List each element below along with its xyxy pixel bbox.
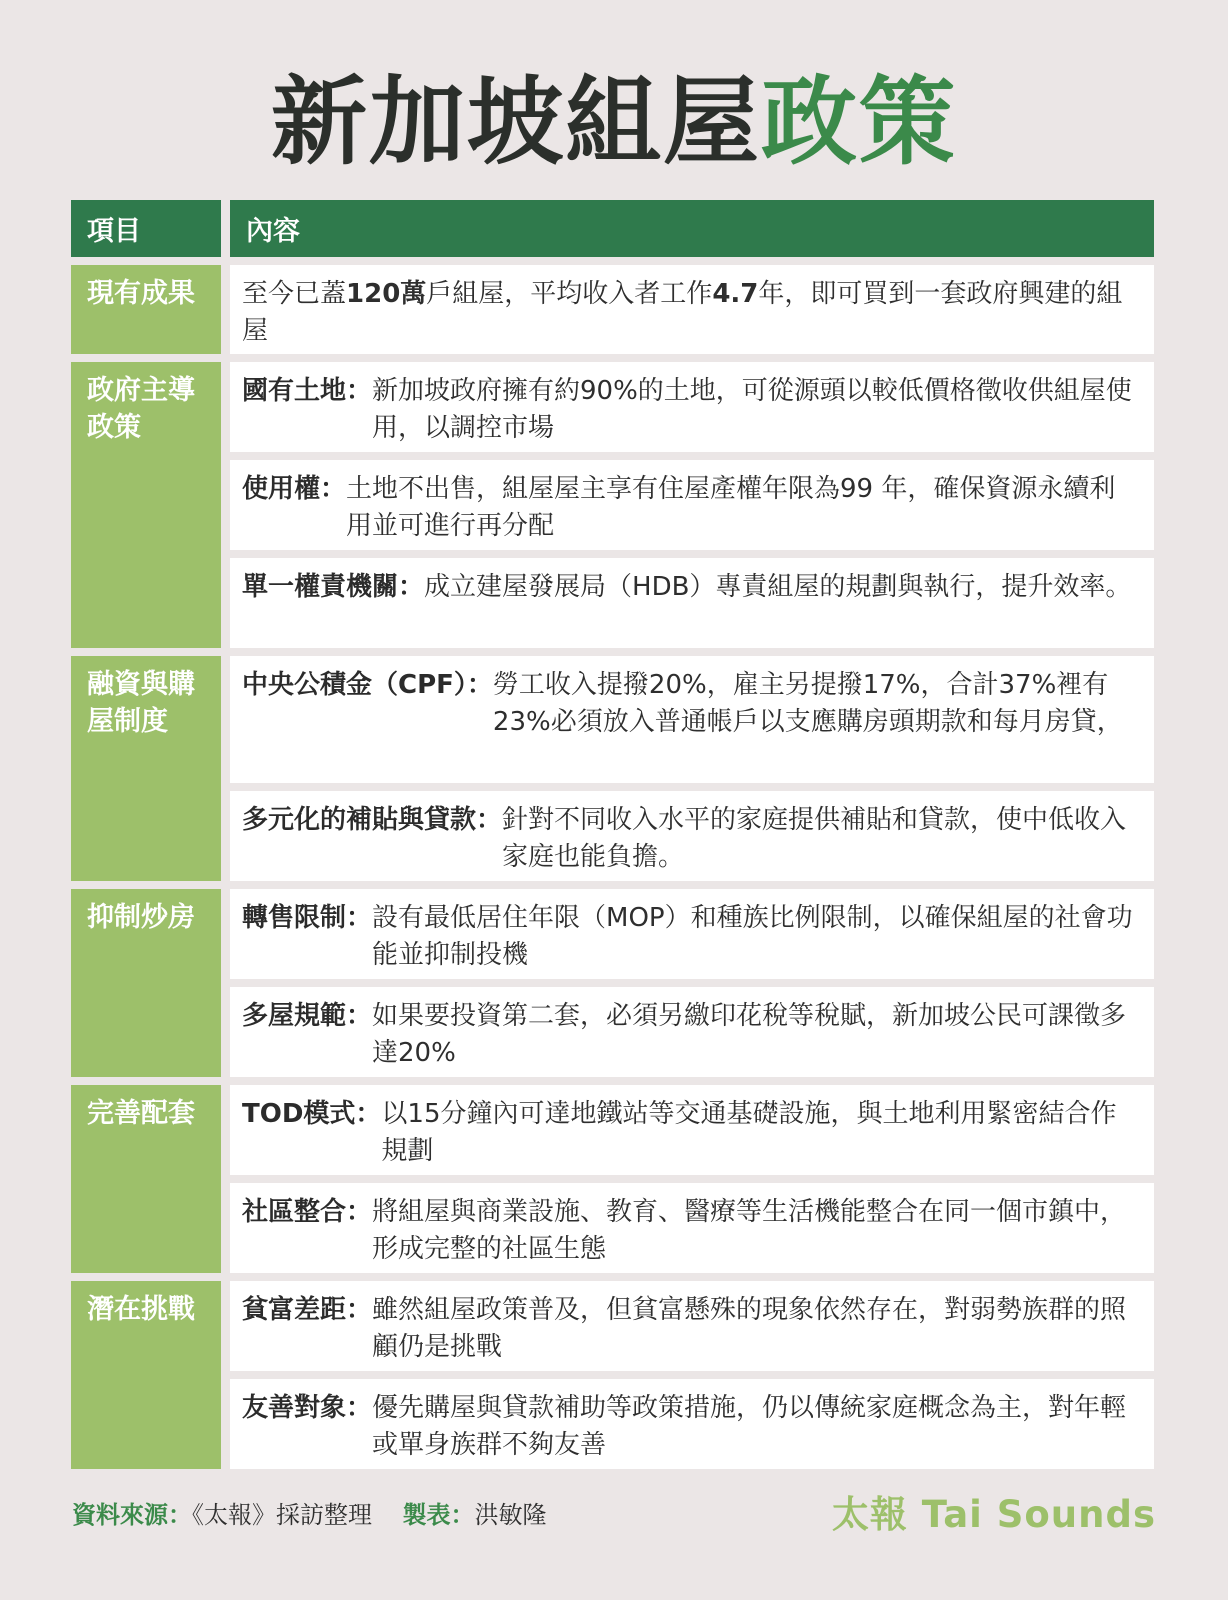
row-cpf [230, 656, 1154, 783]
category-amenities: 完善配套 [71, 1085, 221, 1273]
row-value: 土地不出售，組屋屋主享有住屋產權年限為99 年，確保資源永續利用並可進行再分配 [346, 474, 1116, 541]
row-key: 多元化的補貼與貸款： [242, 805, 503, 835]
title-main: 新加坡組屋 [271, 66, 761, 178]
page-title [0, 62, 1228, 182]
row-value: 優先購屋與貸款補助等政策措施，仍以傳統家庭概念為主，對年輕或單身族群不夠友善 [372, 1393, 1127, 1460]
row-key: 社區整合： [242, 1197, 373, 1227]
row-value: 針對不同收入水平的家庭提供補貼和貸款，使中低收入家庭也能負擔。 [502, 805, 1127, 872]
row-value: 設有最低居住年限（MOP）和種族比例限制，以確保組屋的社會功能並抑制投機 [372, 903, 1133, 970]
row-value: 勞工收入提撥20%，雇主另提撥17%，合計37%裡有23%必須放入普通帳戶以支應購房頭期款和每月房貸， [492, 670, 1123, 737]
row-value: 雖然組屋政策普及，但貧富懸殊的現象依然存在，對弱勢族群的照顧仍是挑戰 [372, 1295, 1127, 1362]
row-key: 單一權責機關： [242, 572, 425, 602]
category-government-policy: 政府主導政策 [71, 362, 221, 648]
row-key: 貧富差距： [242, 1295, 373, 1325]
row-key: 國有土地： [242, 376, 373, 406]
row-value: 如果要投資第二套，必須另繳印花稅等稅賦，新加坡公民可課徵多達20% [372, 1001, 1127, 1068]
row-target-groups [230, 1379, 1154, 1469]
row-single-authority [230, 558, 1154, 648]
row-key: 友善對象： [242, 1393, 373, 1423]
footer-credits [72, 1495, 547, 1530]
row-usage-right [230, 460, 1154, 550]
brand-logo: 太報 Tai Sounds [831, 1493, 1156, 1536]
row-state-land [230, 362, 1154, 452]
row-value: 將組屋與商業設施、教育、醫療等生活機能整合在同一個市鎮中，形成完整的社區生態 [372, 1197, 1127, 1264]
row-value: 以15分鐘內可達地鐵站等交通基礎設施，與土地利用緊密結合作規劃 [381, 1099, 1117, 1166]
row-text: 至今已蓋120萬戶組屋，平均收入者工作4.7年，即可買到一套政府興建的組屋 [242, 279, 1123, 346]
row-key: TOD模式： [242, 1099, 382, 1129]
category-current-results: 現有成果 [71, 265, 221, 354]
maker-text: 洪敏隆 [474, 1501, 547, 1529]
row-multi-property [230, 987, 1154, 1077]
row-value: 成立建屋發展局（HDB）專責組屋的規劃與執行，提升效率。 [424, 572, 1132, 602]
row-resale-limit [230, 889, 1154, 979]
row-wealth-gap [230, 1281, 1154, 1371]
row-tod [230, 1085, 1154, 1175]
header-content: 內容 [230, 200, 1154, 257]
row-key: 使用權： [242, 474, 347, 504]
row-key: 中央公積金（CPF）： [242, 670, 493, 700]
title-accent: 政策 [761, 66, 957, 178]
source-label: 資料來源： [72, 1501, 192, 1529]
row-value: 新加坡政府擁有約90%的土地，可從源頭以較低價格徵收供組屋使用，以調控市場 [372, 376, 1132, 443]
category-financing: 融資與購屋制度 [71, 656, 221, 881]
row-community [230, 1183, 1154, 1273]
category-challenges: 潛在挑戰 [71, 1281, 221, 1469]
source-text: 《太報》採訪整理 [192, 1501, 372, 1529]
row-subsidies [230, 791, 1154, 881]
row-key: 多屋規範： [242, 1001, 373, 1031]
row-key: 轉售限制： [242, 903, 373, 933]
maker-label: 製表： [402, 1501, 475, 1529]
header-item: 項目 [71, 200, 221, 257]
category-anti-speculation: 抑制炒房 [71, 889, 221, 1077]
row-current-results [230, 265, 1154, 354]
